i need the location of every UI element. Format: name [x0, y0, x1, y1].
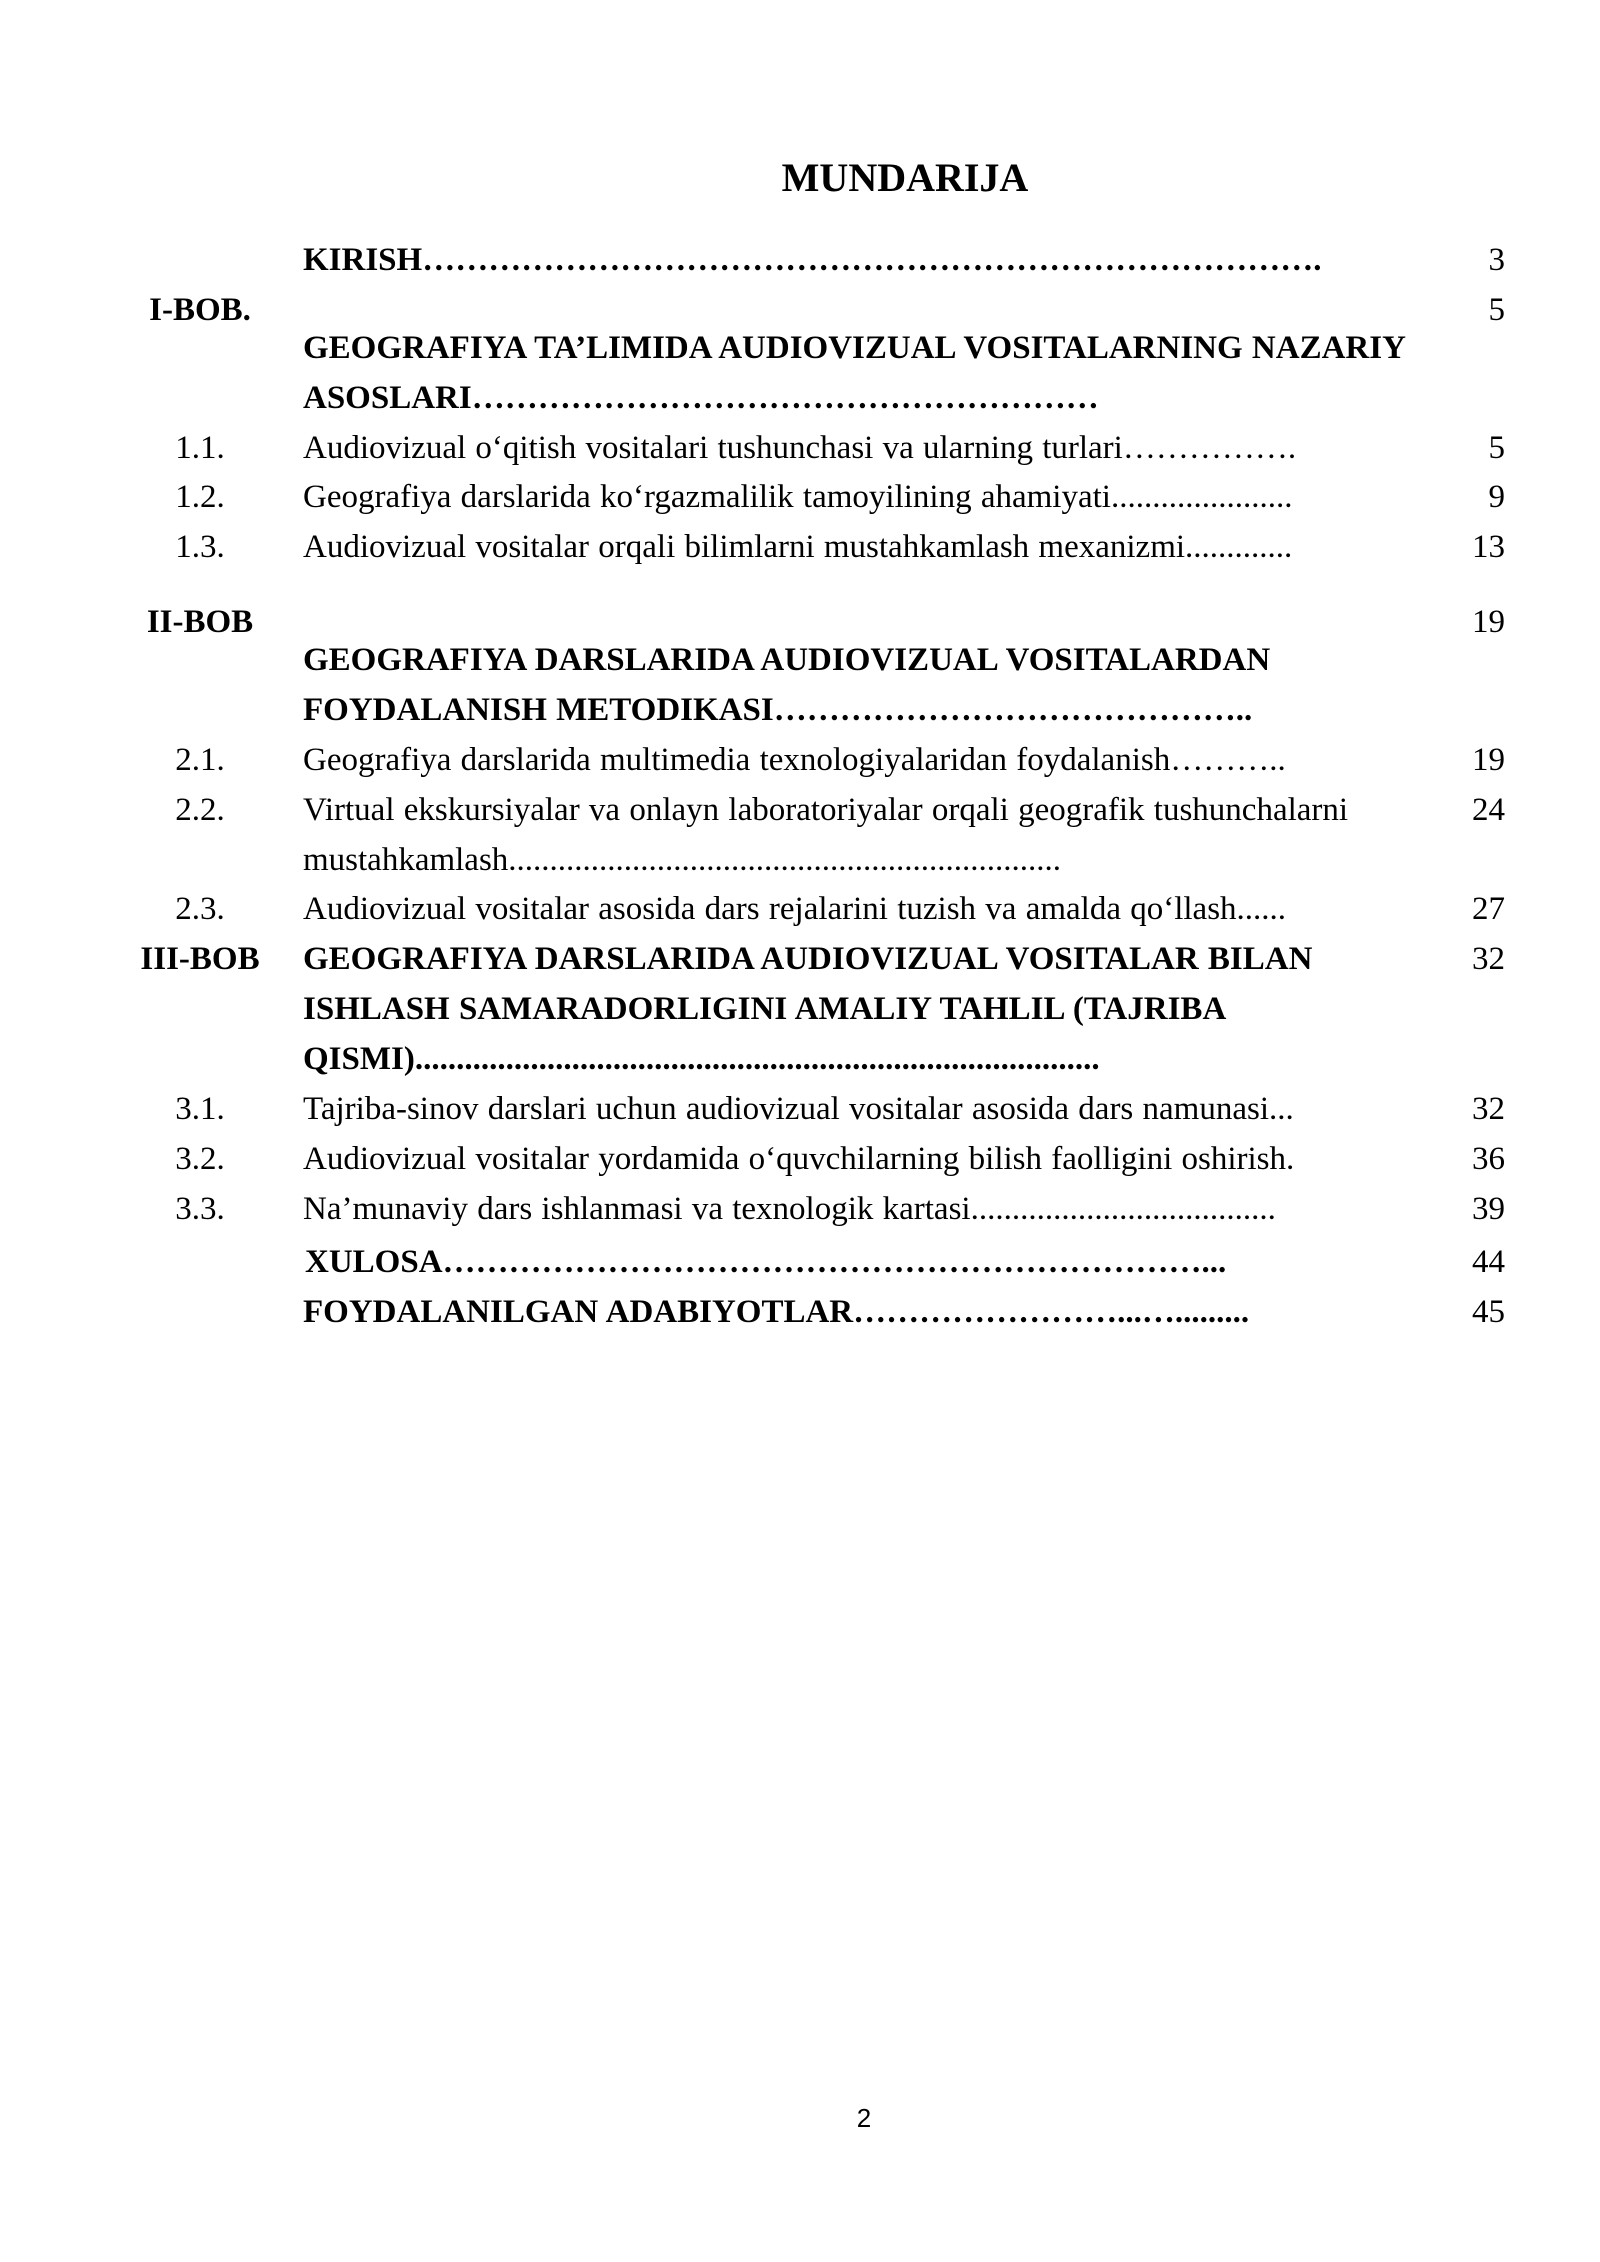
toc-entry-number: 2.2.	[175, 792, 225, 828]
toc-entry-number: 1.2.	[175, 479, 225, 515]
toc-entry-page: 9	[1488, 479, 1505, 515]
toc-entry-text: GEOGRAFIYA DARSLARIDA AUDIOVIZUAL VOSITALARDAN FOYDALANISH METODIKASI……………………………………..	[303, 642, 1271, 728]
toc-entry-page: 32	[1472, 941, 1505, 977]
toc-entry-page: 39	[1472, 1191, 1505, 1227]
toc-entry-text: FOYDALANILGAN ADABIYOTLAR……………………...….........	[303, 1294, 1250, 1330]
toc-entry-page: 19	[1472, 742, 1505, 778]
toc-entry-page: 36	[1472, 1141, 1505, 1177]
toc-entry-number: II-BOB	[146, 604, 254, 640]
toc-entry-number: 2.1.	[175, 742, 225, 778]
toc-entry-text: GEOGRAFIYA TA’LIMIDA AUDIOVIZUAL VOSITALARNING NAZARIY ASOSLARI…………………………………………………	[303, 330, 1405, 416]
toc-entry-number: 3.2.	[175, 1141, 225, 1177]
toc-entry-page: 13	[1472, 529, 1505, 565]
toc-entry-number: 3.3.	[175, 1191, 225, 1227]
page-number: 2	[856, 2103, 872, 2133]
toc-entry-number: 3.1.	[175, 1091, 225, 1127]
toc-entry-page: 5	[1488, 292, 1505, 328]
toc-entry-number: I-BOB.	[149, 292, 251, 328]
toc-entry-text: Audiovizual vositalar asosida dars rejalarini tuzish va amalda qoʻllash......	[303, 891, 1287, 927]
toc-entry-text: Virtual ekskursiyalar va onlayn laboratoriyalar orqali geografik tushunchalarni mustahkamlash...................................................................	[303, 792, 1349, 878]
toc-entry-text: Geografiya darslarida multimedia texnologiyalaridan foydalanish………..	[303, 742, 1286, 778]
toc-entry-text: Geografiya darslarida koʻrgazmalilik tamoyilining ahamiyati......................	[303, 479, 1293, 515]
toc-entry-number: 1.1.	[175, 430, 225, 466]
toc-entry-text: Audiovizual oʻqitish vositalari tushunchasi va ularning turlari…………….	[303, 430, 1297, 466]
toc-entry-text: KIRISH……………………………………………………………………….	[303, 242, 1322, 278]
toc-entry-page: 32	[1472, 1091, 1505, 1127]
toc-entry-page: 27	[1472, 891, 1505, 927]
toc-entry-text: Tajriba-sinov darslari uchun audiovizual vositalar asosida dars namunasi...	[303, 1091, 1294, 1127]
toc-entry-page: 5	[1488, 430, 1505, 466]
toc-entry-page: 44	[1472, 1244, 1505, 1280]
toc-entry-text: Na’munaviy dars ishlanmasi va texnologik kartasi.....................................	[303, 1191, 1276, 1227]
toc-entry-page: 3	[1488, 242, 1505, 278]
page-title: MUNDARIJA	[781, 155, 1029, 200]
toc-entry-text: GEOGRAFIYA DARSLARIDA AUDIOVIZUAL VOSITALAR BILAN ISHLASH SAMARADORLIGINI AMALIY TAHLIL (TAJRIBA QISMI)...................................................................................	[303, 941, 1313, 1077]
toc-entry-page: 24	[1472, 792, 1505, 828]
toc-entry-text: XULOSA……………………………………………………………...	[305, 1244, 1227, 1280]
toc-entry-number: 2.3.	[175, 891, 225, 927]
toc-entry-number: III-BOB	[140, 941, 260, 977]
toc-entry-text: Audiovizual vositalar orqali bilimlarni mustahkamlash mexanizmi.............	[303, 529, 1293, 565]
toc-entry-page: 45	[1472, 1294, 1505, 1330]
toc-entry-page: 19	[1472, 604, 1505, 640]
toc-entry-number: 1.3.	[175, 529, 225, 565]
toc-entry-text: Audiovizual vositalar yordamida oʻquvchilarning bilish faolligini oshirish.	[303, 1141, 1295, 1177]
